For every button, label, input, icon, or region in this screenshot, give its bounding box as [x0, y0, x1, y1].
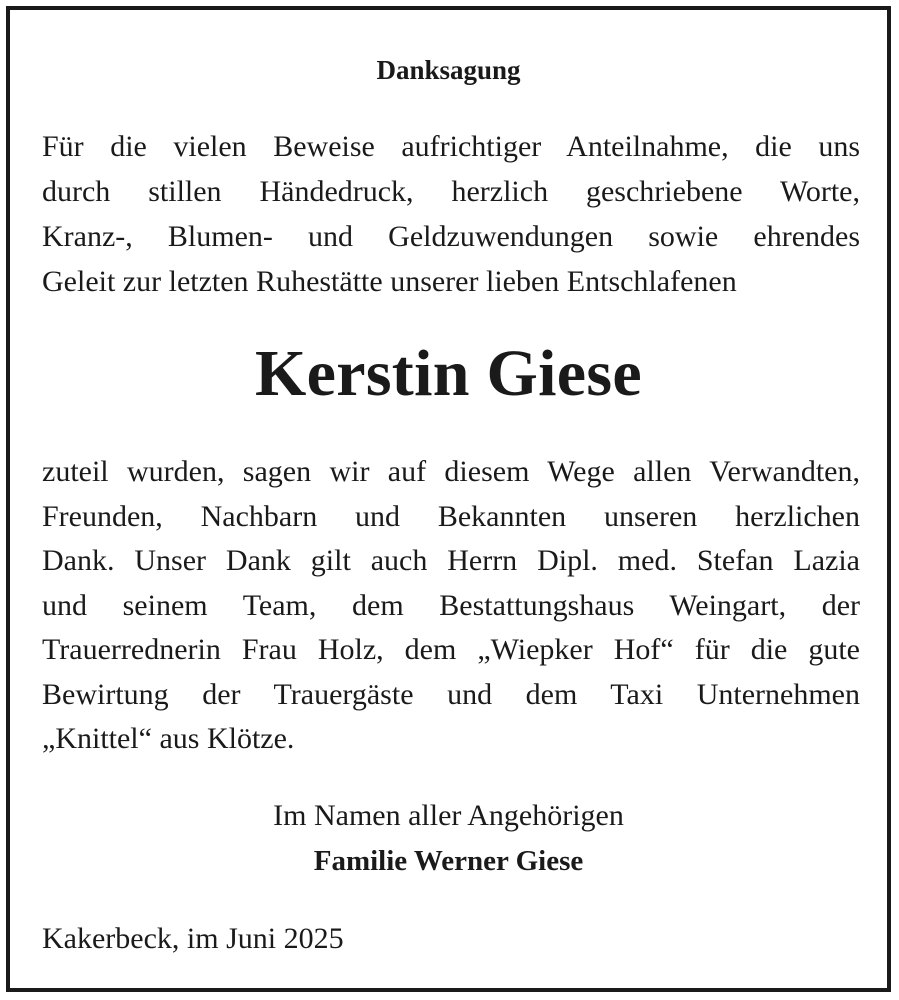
paragraph-line: Geleit zur letzten Ruhestätte unserer lieben Entschlafenen — [42, 265, 737, 298]
paragraph-line: Dank. Unser Dank gilt auch Herrn Dipl. med. Stefan Lazia — [42, 544, 860, 577]
thanks-paragraph — [42, 124, 860, 304]
paragraph-line: Freunden, Nachbarn und Bekannten unseren herzlichen — [42, 499, 860, 533]
deceased-name: Kerstin Giese — [255, 337, 642, 410]
acknowledgement-paragraph — [42, 450, 860, 762]
paragraph-line: Bewirtung der Trauergäste und dem Taxi Unternehmen — [42, 677, 860, 711]
paragraph-line: Trauerrednerin Frau Holz, dem „Wiepker Hof“ für die gute — [42, 633, 860, 666]
paragraph-line: zuteil wurden, sagen wir auf diesem Wege allen Verwandten, — [42, 455, 860, 488]
notice-heading: Danksagung — [376, 55, 521, 85]
paragraph-line: und seinem Team, dem Bestattungshaus Weingart, der — [42, 588, 860, 622]
paragraph-line: durch stillen Händedruck, herzlich geschriebene Worte, — [42, 175, 860, 208]
paragraph-line: „Knittel“ aus Klötze. — [42, 722, 295, 755]
paragraph-line: Kranz-, Blumen- und Geldzuwendungen sowie ehrendes — [42, 220, 860, 253]
paragraph-line: Für die vielen Beweise aufrichtiger Anteilnahme, die uns — [42, 130, 860, 163]
family-signature: Familie Werner Giese — [313, 845, 584, 877]
obituary-notice — [6, 6, 891, 992]
closing-line: Im Namen aller Angehörigen — [273, 799, 624, 832]
place-date: Kakerbeck, im Juni 2025 — [42, 922, 344, 955]
